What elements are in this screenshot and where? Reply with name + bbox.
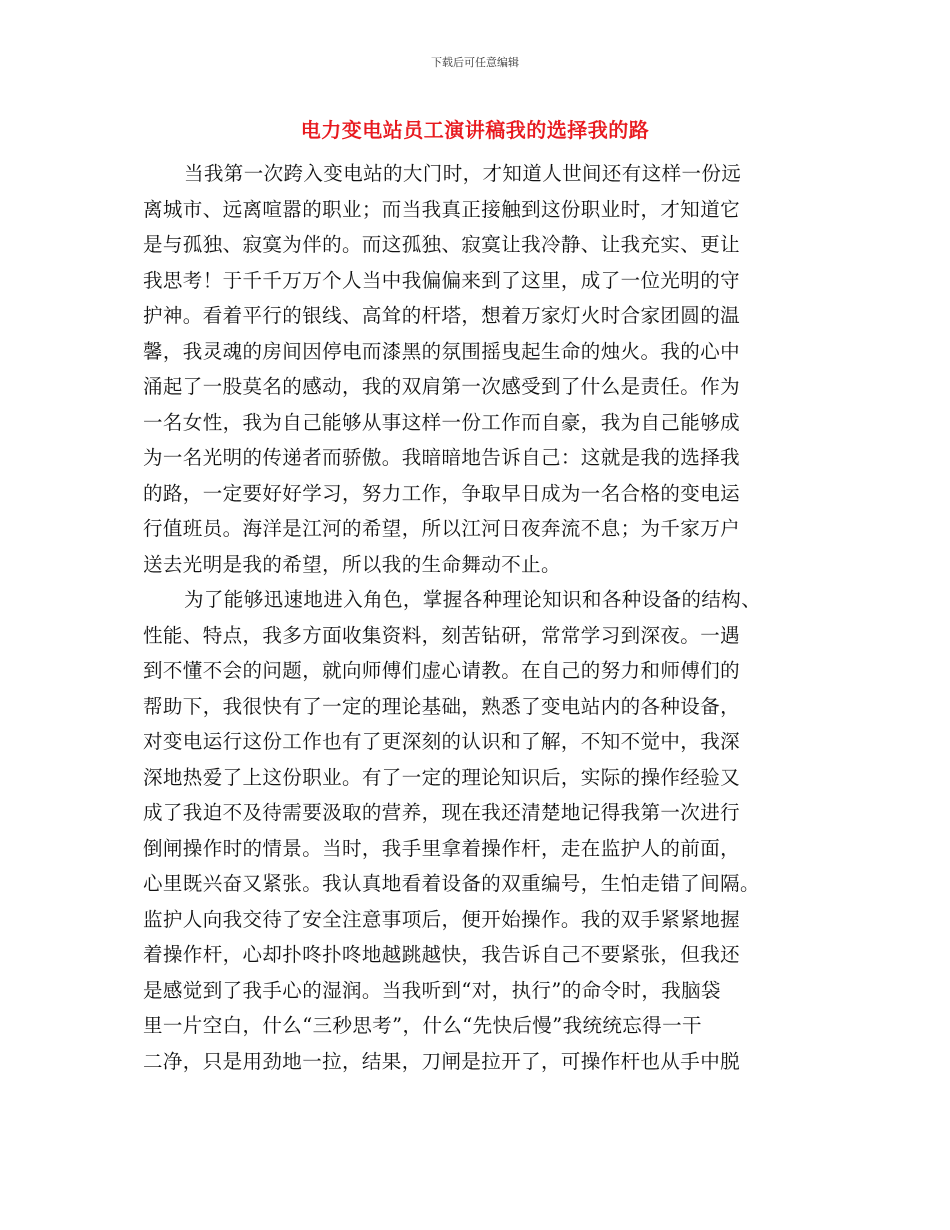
header-note: 下载后可任意编辑 xyxy=(431,56,519,69)
paragraph-line: 倒闸操作时的情景。当时，我手里拿着操作杆，走在监护人的前面， xyxy=(143,836,741,860)
paragraph-line: 的路，一定要好好学习，努力工作，争取早日成为一名合格的变电运 xyxy=(143,481,741,505)
paragraph-line: 当我第一次跨入变电站的大门时，才知道人世间还有这样一份远 xyxy=(184,162,742,185)
document-title: 电力变电站员工演讲稿我的选择我的路 xyxy=(300,118,650,142)
paragraph-line: 我思考！于千千万万个人当中我偏偏来到了这里，成了一位光明的守 xyxy=(143,268,741,292)
paragraph-line: 到不懂不会的问题，就向师傅们虚心请教。在自己的努力和师傅们的 xyxy=(143,659,741,682)
paragraph-line: 是与孤独、寂寞为伴的。而这孤独、寂寞让我冷静、让我充实、更让 xyxy=(143,233,741,256)
paragraph-line: 性能、特点，我多方面收集资料，刻苦钻研，常常学习到深夜。一遇 xyxy=(143,623,741,647)
paragraph-line: 心里既兴奋又紧张。我认真地看着设备的双重编号，生怕走错了间隔。 xyxy=(143,872,760,895)
paragraph-line: 监护人向我交待了安全注意事项后，便开始操作。我的双手紧紧地握 xyxy=(143,907,741,931)
paragraph-line: 对变电运行这份工作也有了更深刻的认识和了解，不知不觉中，我深 xyxy=(143,730,741,753)
paragraph-line: 是感觉到了我手心的湿润。当我听到“对，执行”的命令时，我脑袋 xyxy=(143,978,721,1002)
paragraph-line: 为了能够迅速地进入角色，掌握各种理论知识和各种设备的结构、 xyxy=(184,588,762,611)
paragraph-line: 护神。看着平行的银线、高耸的杆塔，想着万家灯火时合家团圆的温 xyxy=(143,304,741,327)
paragraph-line: 深地热爱了上这份职业。有了一定的理论知识后，实际的操作经验又 xyxy=(143,765,741,789)
paragraph-line: 为一名光明的传递者而骄傲。我暗暗地告诉自己：这就是我的选择我 xyxy=(143,446,741,469)
paragraph-line: 离城市、远离喧嚣的职业；而当我真正接触到这份职业时，才知道它 xyxy=(143,197,741,221)
paragraph-line: 馨，我灵魂的房间因停电而漆黑的氛围摇曳起生命的烛火。我的心中 xyxy=(143,339,741,363)
paragraph-line: 一名女性，我为自己能够从事这样一份工作而自豪，我为自己能够成 xyxy=(143,410,741,434)
document-body xyxy=(143,156,823,1079)
paragraph-line: 成了我迫不及待需要汲取的营养，现在我还清楚地记得我第一次进行 xyxy=(143,801,741,824)
paragraph-line: 送去光明是我的希望，所以我的生命舞动不止。 xyxy=(143,552,561,576)
paragraph-line: 里一片空白，什么“三秒思考”，什么“先快后慢”我统统忘得一干 xyxy=(143,1014,702,1037)
paragraph-line: 行值班员。海洋是江河的希望，所以江河日夜奔流不息；为千家万户 xyxy=(143,517,741,540)
paragraph-line: 二净，只是用劲地一拉，结果，刀闸是拉开了，可操作杆也从手中脱 xyxy=(143,1049,741,1073)
paragraph-line: 涌起了一股莫名的感动，我的双肩第一次感受到了什么是责任。作为 xyxy=(143,375,741,398)
paragraph-line: 着操作杆，心却扑咚扑咚地越跳越快，我告诉自己不要紧张，但我还 xyxy=(143,943,741,966)
paragraph-line: 帮助下，我很快有了一定的理论基础，熟悉了变电站内的各种设备， xyxy=(143,694,741,718)
